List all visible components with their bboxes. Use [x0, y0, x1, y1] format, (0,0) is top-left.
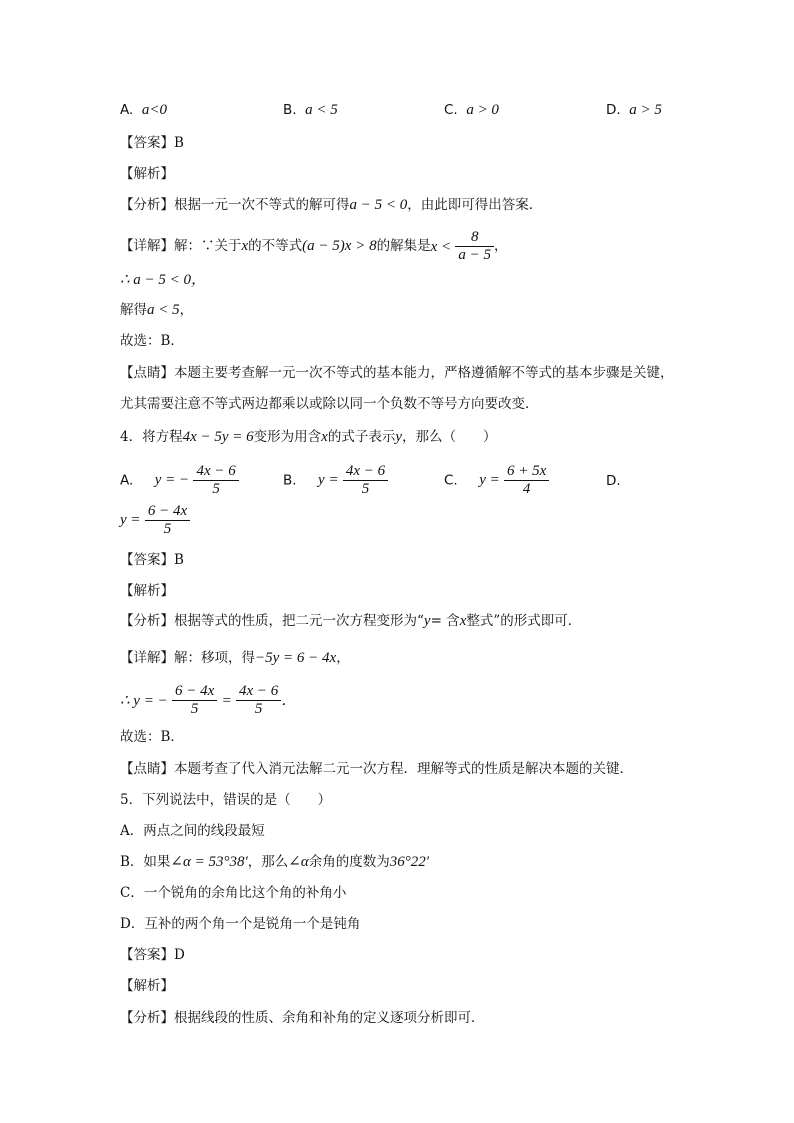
q3-dianjing-line2: 尤其需要注意不等式两边都乘以或除以同一个负数不等号方向要改变．: [120, 396, 539, 412]
q4-option-d-label: [606, 473, 621, 489]
math: ．: [281, 692, 297, 709]
q4-step: [120, 680, 296, 721]
numerator: 4x − 6: [236, 683, 281, 701]
q4-analysis-heading: 【解析】: [120, 583, 174, 599]
option-label: A.: [120, 102, 134, 118]
q3-fenxi: [120, 195, 542, 215]
math: a < 5: [147, 302, 180, 318]
text: 解得: [120, 302, 147, 318]
math: ∠α: [288, 854, 309, 870]
text: 整式”的形式即可．: [466, 613, 582, 629]
math: y =: [479, 472, 500, 488]
option-label: C.: [444, 102, 458, 118]
option-expr: a > 5: [629, 102, 662, 118]
q3-dianjing-line1: 【点睛】本题主要考查解一元一次不等式的基本能力，严格遵循解不等式的基本步骤是关键，: [120, 365, 674, 381]
math: y: [423, 613, 431, 629]
math: 36°22′: [389, 854, 429, 870]
math: ∴ y = −: [120, 692, 168, 709]
q4-stem: [120, 427, 497, 447]
math: (a − 5)x > 8: [302, 238, 377, 254]
fraction: [504, 463, 549, 498]
numerator: 8: [455, 229, 494, 247]
option-label: C.: [444, 472, 458, 489]
text: ，那么: [247, 854, 289, 870]
math: x: [241, 238, 249, 254]
fraction: [343, 463, 388, 498]
q3-jiede: [120, 300, 193, 320]
math: y: [395, 429, 402, 445]
q4-choice: 故选：B．: [120, 729, 184, 745]
q4-answer: 【答案】B: [120, 552, 184, 568]
q5-analysis-heading: 【解析】: [120, 978, 174, 994]
text: 变形为用含: [253, 429, 322, 445]
q4-option-a: [120, 463, 239, 498]
q3-option-a: [120, 102, 167, 119]
text: 【分析】根据等式的性质，把二元一次方程变形为“: [120, 613, 424, 629]
fraction: [145, 503, 190, 538]
q3-analysis-heading: 【解析】: [120, 166, 174, 182]
text: ，那么（ ）: [402, 429, 497, 445]
fraction: [236, 683, 281, 718]
math: x <: [430, 238, 452, 255]
text: 【详解】解：: [120, 238, 201, 254]
option-expr: a < 5: [305, 102, 338, 118]
q4-option-c: [444, 463, 549, 498]
text: 的不等式: [248, 238, 303, 254]
fraction: [193, 463, 238, 498]
math: =: [221, 692, 232, 709]
text: 的解集是: [376, 238, 431, 254]
fraction: [455, 229, 494, 264]
q5-answer: 【答案】D: [120, 947, 185, 963]
numerator: 6 + 5x: [504, 463, 549, 481]
math: 4x − 5y = 6: [182, 429, 254, 445]
q4-fenxi: [120, 611, 581, 631]
q3-option-c: [444, 102, 499, 119]
text: ，由此即可得出答案．: [407, 197, 543, 213]
text: ，: [336, 650, 350, 666]
option-expr: a<0: [141, 102, 168, 118]
text: 4．将方程: [120, 429, 183, 445]
text: ，: [179, 302, 194, 318]
q5-fenxi: 【分析】根据线段的性质、余角和补角的定义逐项分析即可．: [120, 1010, 485, 1026]
q3-answer: 【答案】B: [120, 135, 184, 151]
denominator: 5: [254, 701, 263, 717]
math: x: [321, 429, 328, 445]
numerator: 6 − 4x: [172, 683, 217, 701]
denominator: a − 5: [458, 247, 492, 263]
q3-option-d: [606, 102, 662, 119]
text: 关于: [214, 238, 242, 254]
q3-option-b: [283, 102, 338, 119]
text: 的式子表示: [327, 429, 396, 445]
q5-option-d: D．互补的两个角一个是锐角一个是钝角: [120, 916, 361, 932]
q4-option-b: [283, 463, 388, 498]
denominator: 5: [190, 701, 199, 717]
denominator: 5: [163, 521, 172, 537]
math: x: [459, 613, 467, 629]
q5-option-c: C．一个锐角的余角比这个角的补角小: [120, 885, 347, 901]
because-symbol: ∵: [201, 238, 215, 254]
denominator: 4: [522, 481, 531, 497]
text: 余角的度数为: [308, 854, 390, 870]
text: = 含: [430, 613, 460, 629]
option-label: A.: [120, 472, 134, 489]
math: y = −: [154, 472, 190, 488]
math: −5y = 6 − 4x: [255, 650, 337, 666]
q3-therefore: ∴ a − 5 < 0，: [120, 272, 207, 288]
math: ∠α = 53°38′: [170, 854, 248, 870]
option-label: B.: [283, 102, 297, 118]
option-label: B.: [283, 472, 297, 489]
text: B．如果: [120, 854, 171, 870]
option-expr: a > 0: [466, 102, 499, 118]
q5-option-a: A．两点之间的线段最短: [120, 823, 265, 839]
numerator: 4x − 6: [343, 463, 388, 481]
text: ，: [494, 238, 508, 254]
q5-stem: 5．下列说法中，错误的是（ ）: [120, 792, 332, 808]
numerator: 4x − 6: [193, 463, 238, 481]
q3-xiangjie: [120, 226, 508, 267]
text: 【详解】解：移项，得: [120, 650, 255, 666]
denominator: 5: [212, 481, 220, 497]
q4-option-d-expr: [120, 503, 190, 538]
q3-choice: 故选：B．: [120, 333, 184, 349]
math: y =: [120, 512, 141, 528]
fraction: [172, 683, 217, 718]
option-label: D.: [606, 473, 621, 489]
q5-option-b: [120, 852, 429, 872]
text: 【分析】根据一元一次不等式的解可得: [120, 197, 350, 213]
math: y =: [318, 472, 339, 488]
math: a − 5 < 0: [349, 197, 408, 213]
q4-xiangjie: [120, 648, 350, 668]
numerator: 6 − 4x: [145, 503, 190, 521]
q4-dianjing: 【点睛】本题考查了代入消元法解二元一次方程．理解等式的性质是解决本题的关键．: [120, 761, 633, 777]
option-label: D.: [606, 102, 621, 118]
denominator: 5: [361, 481, 370, 497]
